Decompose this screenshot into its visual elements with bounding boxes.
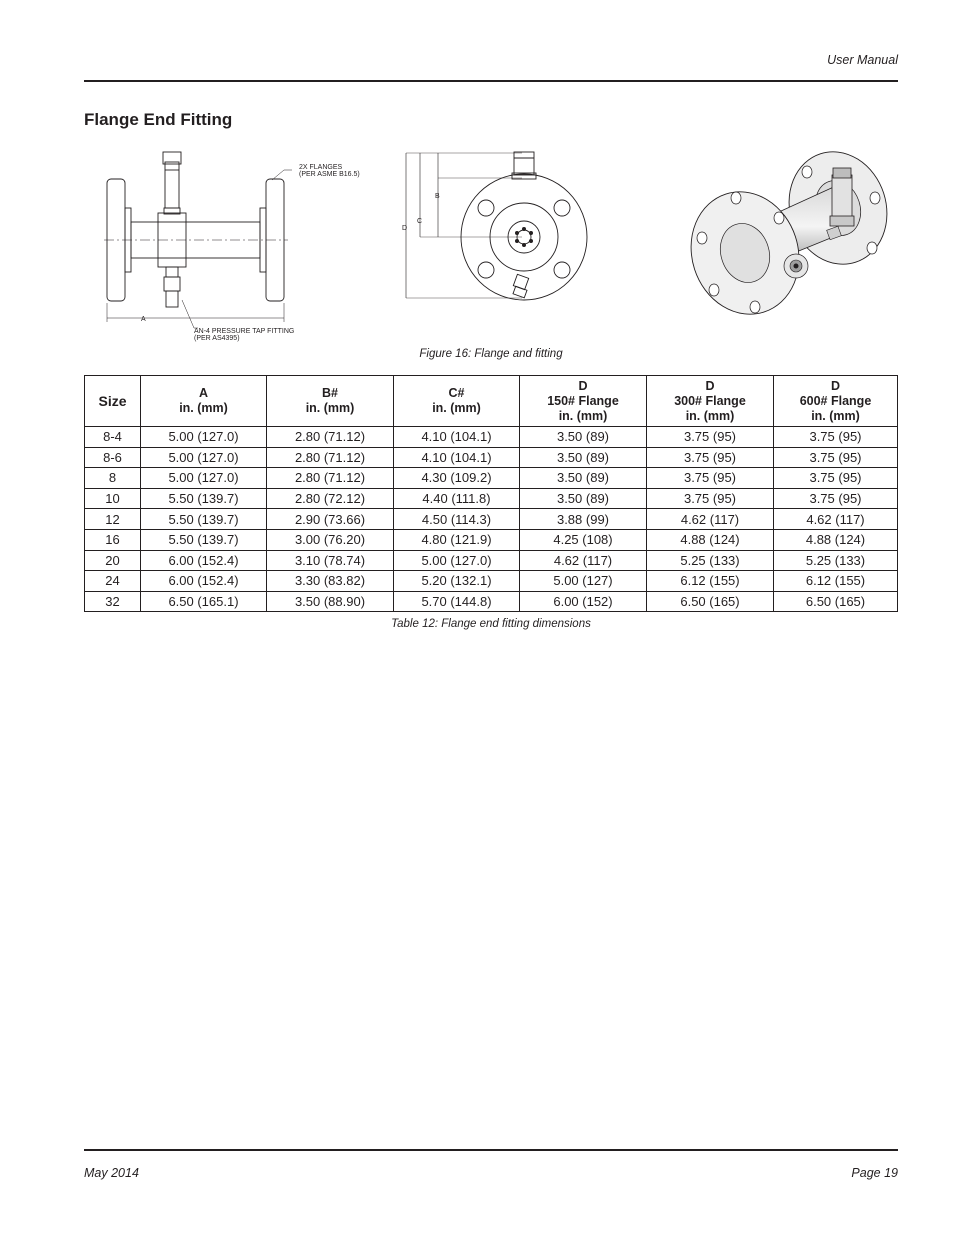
table-cell: 8 xyxy=(85,468,141,489)
table-cell: 6.00 (152.4) xyxy=(141,550,267,571)
section-title: Flange End Fitting xyxy=(84,110,233,129)
table-cell: 4.62 (117) xyxy=(647,509,774,530)
table-cell: 3.50 (89) xyxy=(520,427,647,448)
table-cell: 4.62 (117) xyxy=(774,509,898,530)
table-cell: 2.80 (71.12) xyxy=(267,468,394,489)
header-title: User Manual xyxy=(827,53,898,67)
table-cell: 4.30 (109.2) xyxy=(394,468,520,489)
figure-flange-and-fitting xyxy=(84,140,898,350)
col-header-size xyxy=(85,376,141,427)
col-header-c xyxy=(394,376,520,427)
header-text: A xyxy=(198,386,209,400)
dim-b-label: B xyxy=(435,193,440,200)
side-view-drawing xyxy=(84,140,384,345)
table-cell: 5.00 (127.0) xyxy=(394,550,520,571)
dim-d-label: D xyxy=(402,225,408,232)
dim-a-label: A xyxy=(141,316,146,323)
dim-c-label: C xyxy=(417,218,423,225)
table-row xyxy=(85,591,898,612)
front-view-drawing xyxy=(402,140,612,315)
col-header-d-300 xyxy=(647,376,774,427)
footer-rule xyxy=(84,1149,898,1151)
col-header-d-600 xyxy=(774,376,898,427)
table-cell: 4.25 (108) xyxy=(520,529,647,550)
header-text: in. (mm) xyxy=(811,408,860,423)
table-cell: 3.50 (89) xyxy=(520,468,647,489)
table-cell: 3.75 (95) xyxy=(774,488,898,509)
header-text: B# xyxy=(322,386,338,400)
table-cell: 5.25 (133) xyxy=(647,550,774,571)
table-cell: 5.00 (127.0) xyxy=(141,447,267,468)
table-cell: 24 xyxy=(85,571,141,592)
table-cell: 6.00 (152.4) xyxy=(141,571,267,592)
header-text: D xyxy=(578,378,588,393)
table-cell: 20 xyxy=(85,550,141,571)
table-row xyxy=(85,509,898,530)
table-cell: 5.00 (127.0) xyxy=(141,468,267,489)
table-cell: 3.50 (89) xyxy=(520,447,647,468)
table-cell: 3.75 (95) xyxy=(647,427,774,448)
table-cell: 3.75 (95) xyxy=(774,447,898,468)
table-cell: 3.50 (89) xyxy=(520,488,647,509)
table-row xyxy=(85,488,898,509)
table-cell: 4.50 (114.3) xyxy=(394,509,520,530)
table-cell: 32 xyxy=(85,591,141,612)
table-cell: 6.50 (165.1) xyxy=(141,591,267,612)
table-row xyxy=(85,529,898,550)
header-text: in. (mm) xyxy=(179,401,228,415)
table-cell: 6.50 (165) xyxy=(774,591,898,612)
table-row xyxy=(85,571,898,592)
header-rule xyxy=(84,80,898,82)
table-cell: 3.50 (88.90) xyxy=(267,591,394,612)
header-text: 150# Flange xyxy=(547,393,619,408)
table-cell: 4.88 (124) xyxy=(774,529,898,550)
table-cell: 3.75 (95) xyxy=(774,427,898,448)
table-cell: 5.00 (127) xyxy=(520,571,647,592)
header-text: D xyxy=(830,378,841,393)
table-cell: 5.20 (132.1) xyxy=(394,571,520,592)
header-text: Size xyxy=(98,392,127,409)
table-cell: 5.50 (139.7) xyxy=(141,488,267,509)
table-row xyxy=(85,468,898,489)
table-cell: 5.70 (144.8) xyxy=(394,591,520,612)
table-cell: 5.25 (133) xyxy=(774,550,898,571)
header-text: in. (mm) xyxy=(432,401,481,415)
header-text: D xyxy=(705,378,715,393)
col-header-d-150 xyxy=(520,376,647,427)
table-cell: 8-6 xyxy=(85,447,141,468)
table-cell: 3.75 (95) xyxy=(647,447,774,468)
table-cell: 4.10 (104.1) xyxy=(394,427,520,448)
header-text: in. (mm) xyxy=(685,408,735,423)
callout-flanges-line1: 2X FLANGES xyxy=(299,164,343,171)
table-cell: 5.00 (127.0) xyxy=(141,427,267,448)
callout-flanges-line2: (PER ASME B16.5) xyxy=(299,171,360,178)
table-cell: 3.88 (99) xyxy=(520,509,647,530)
figure-caption: Figure 16: Flange and fitting xyxy=(419,348,563,360)
table-cell: 6.50 (165) xyxy=(647,591,774,612)
table-cell: 2.90 (73.66) xyxy=(267,509,394,530)
flange-dimensions-table xyxy=(84,375,898,612)
table-cell: 3.30 (83.82) xyxy=(267,571,394,592)
table-row xyxy=(85,550,898,571)
isometric-rendering xyxy=(662,140,892,345)
table-cell: 12 xyxy=(85,509,141,530)
header-text: in. (mm) xyxy=(305,401,355,415)
table-row xyxy=(85,427,898,448)
table-cell: 3.75 (95) xyxy=(647,488,774,509)
table-cell: 16 xyxy=(85,529,141,550)
table-cell: 6.00 (152) xyxy=(520,591,647,612)
callout-tap-line2: (PER AS4395) xyxy=(194,335,240,342)
table-cell: 6.12 (155) xyxy=(774,571,898,592)
table-cell: 3.75 (95) xyxy=(774,468,898,489)
header-text: 600# Flange xyxy=(799,393,872,408)
col-header-a xyxy=(141,376,267,427)
footer-date: May 2014 xyxy=(84,1166,139,1180)
header-text: in. (mm) xyxy=(558,408,608,423)
table-cell: 4.62 (117) xyxy=(520,550,647,571)
table-header-row xyxy=(85,376,898,427)
table-cell: 5.50 (139.7) xyxy=(141,509,267,530)
table-cell: 3.00 (76.20) xyxy=(267,529,394,550)
footer-page-number: Page 19 xyxy=(851,1166,898,1180)
table-cell: 2.80 (72.12) xyxy=(267,488,394,509)
table-cell: 4.80 (121.9) xyxy=(394,529,520,550)
header-text: 300# Flange xyxy=(674,393,746,408)
table-cell: 4.40 (111.8) xyxy=(394,488,520,509)
table-cell: 3.10 (78.74) xyxy=(267,550,394,571)
table-cell: 10 xyxy=(85,488,141,509)
table-cell: 8-4 xyxy=(85,427,141,448)
table-cell: 4.10 (104.1) xyxy=(394,447,520,468)
table-cell: 2.80 (71.12) xyxy=(267,447,394,468)
table-row xyxy=(85,447,898,468)
header-text: C# xyxy=(448,386,465,400)
table-cell: 2.80 (71.12) xyxy=(267,427,394,448)
table-cell: 3.75 (95) xyxy=(647,468,774,489)
table-cell: 4.88 (124) xyxy=(647,529,774,550)
table-cell: 5.50 (139.7) xyxy=(141,529,267,550)
col-header-b xyxy=(267,376,394,427)
table-cell: 6.12 (155) xyxy=(647,571,774,592)
callout-tap-line1: AN-4 PRESSURE TAP FITTING xyxy=(194,328,295,335)
table-caption: Table 12: Flange end fitting dimensions xyxy=(391,618,591,630)
